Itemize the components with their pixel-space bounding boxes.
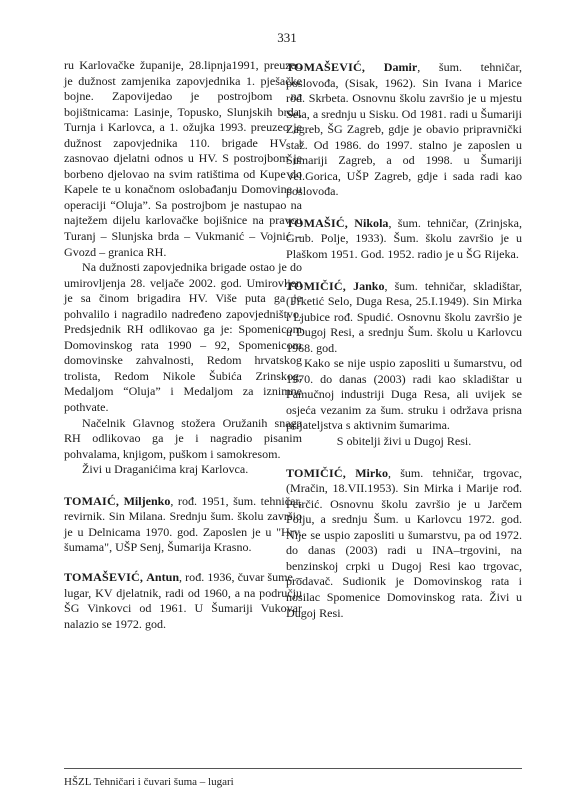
entry-paragraph xyxy=(286,216,522,263)
entry-text: , rođ. 1936, čuvar šume – lugar, KV djelatnik, radi od 1960, a na području ŠG Vinkovci od 1961. U Šumariji Vukovar nalazio se 1972. god. xyxy=(64,569,303,631)
entry-text: , šum. tehničar, poslovođa, (Sisak, 1962). Sin Ivana i Marice rođ. Skrbeta. Osnovnu školu završio je u mjestu Sela, a srednju u Sisku. Od 1981. radi u Šumariji Zagreb, ŠG Zagreb, gdje je obavio pripravnički staž. Od 1986. do 1997. stalno je zaposlen u Šumariji Zagreb, a od 1998. u Šumariji Vel.Gorica, UŠP Zagreb, gdje i sada radi kao poslovođa. xyxy=(286,60,523,199)
entry-given-name: Damir xyxy=(383,60,418,74)
biography-entry xyxy=(286,216,522,263)
entry-given-name: Miljenko xyxy=(123,493,171,508)
entry-surname: TOMIČIĆ, xyxy=(286,465,346,480)
entry-given-name: Antun xyxy=(146,569,180,584)
entry-paragraph: S obitelji živi u Dugoj Resi. xyxy=(336,434,472,449)
entry-surname: TOMAŠEVIĆ, xyxy=(286,60,366,74)
entry-given-name: Nikola xyxy=(354,215,389,230)
entry-given-name: Janko xyxy=(353,278,385,293)
left-column xyxy=(64,58,302,632)
continuation-paragraph: ru Karlovačke županije, 28.lipnja1991, preuzeo je dužnost zamjenika zapovjednika 1. pješačke bojne. Zapovijedao je postrojbom na bojištnicama: Lasinje, Topusko, Slunjskih brda, Turnja i Karlovca, a 1. ožujka 1993. preuzeo je dužnost zapovjednika 110. brigade HV i zasnovao djelatni odnos u HV. S postrojbom je borbeno djelovao na svim ratištima od Kupe do Kapele te u konačnom oslobađanju Domovine u operaciji “Oluja”. Sa postrojbom je nastupao na najtežem dijelu karlovačke bojišnice na pravcu Turanj – Slunjska brda – Vukmanić – Vojnić – Gvozd – granica RH. xyxy=(64,58,302,259)
continuation-paragraph: Načelnik Glavnog stožera Oružanih snaga RH odlikovao ga je i nagradio pisanim pohvalama, knjigom, puškom i samokresom. xyxy=(64,415,302,461)
entry-surname: TOMAIĆ, xyxy=(64,493,120,508)
entry-paragraph xyxy=(64,570,302,632)
biography-entry xyxy=(64,494,302,556)
biography-entry xyxy=(286,466,522,621)
footer-divider xyxy=(64,768,522,769)
biography-entry xyxy=(286,279,522,450)
entry-text: , šum. tehničar, trgovac, (Mračin, 18.VII.1953). Sin Mirka i Marije rođ. Petrčić. Osnovnu školu završio je u Jarčem Polju, a srednju Šum. u Karlovcu 1972. god. Nije se uspio zaposliti u šumarstvu, pa od 1972. do danas (2003) radi u INA–trgovini, na benzinskoj crpki u Dugoj Resi kao trgovac, prodavač. Sudionik je Domovinskog rata i nosilac Spomenice Domovinskog rata. Živi u Dugoj Resi. xyxy=(286,465,522,620)
page-number: 331 xyxy=(277,30,297,45)
entry-given-name: Mirko xyxy=(355,465,388,480)
entry-surname: TOMIČIĆ, xyxy=(286,278,346,293)
entry-text: , šum. tehničar, skladištar, (Frketić Selo, Duga Resa, 25.I.1949). Sin Mirka i Ljubice rođ. Spudić. Osnovnu školu završio je u Dugoj Resi, a srednju Šum. školu u Karlovcu 1968. god. xyxy=(286,278,522,355)
entry-surname: TOMAŠIĆ, xyxy=(286,215,348,230)
entry-paragraph xyxy=(286,279,522,357)
biography-entry xyxy=(286,60,522,200)
entry-surname: TOMAŠEVIĆ, xyxy=(64,569,144,584)
entry-text: , rođ. 1951, šum. tehničar, revirnik. Sin Milana. Srednju šum. školu završio je u Delnicama 1970. god. Zaposlen je u "Hrv. šumama", UŠP Senj, Šumarija Krasno. xyxy=(64,493,302,555)
entry-paragraph xyxy=(64,494,302,556)
continuation-paragraph: Živi u Draganićima kraj Karlovca. xyxy=(82,462,249,477)
biography-entry xyxy=(64,570,302,632)
right-column xyxy=(286,60,522,621)
entry-paragraph xyxy=(286,60,522,200)
running-footer: HŠZL Tehničari i čuvari šuma – lugari xyxy=(64,776,234,788)
entry-paragraph xyxy=(286,466,522,621)
entry-text: , šum. tehničar, (Zrinjska, Grub. Polje, 1933). Šum. školu završio je u Plaškom 1951. God. 1952. radio je u ŠG Rijeka. xyxy=(286,215,523,262)
continuation-paragraph: Na dužnosti zapovjednika brigade ostao je do umirovljenja 28. veljače 2002. god. Umirovljen je sa činom brigadira HV. Više puta ga je pohvalilo i nagradilo nadređeno zapovjedništvo. Predsjednik RH odlikovao ga je: Spomenicom Domovinskog rata 1990 – 92, Spomenicom domovinske zahvalnosti, Redom hrvatskog trolista, Redom Nikole Šubića Zrinskog, Medaljom “Oluja” i Medaljom za iznimne pothvate. xyxy=(64,260,302,415)
entry-paragraph: Kako se nije uspio zaposliti u šumarstvu, od 1970. do danas (2003) radi kao skladištar u Pamučnoj industriji Duga Resa, ali uvijek se osjeća vezanim za šum. struku i održava prisna prijateljstva s aktivnim šumarima. xyxy=(286,356,522,433)
